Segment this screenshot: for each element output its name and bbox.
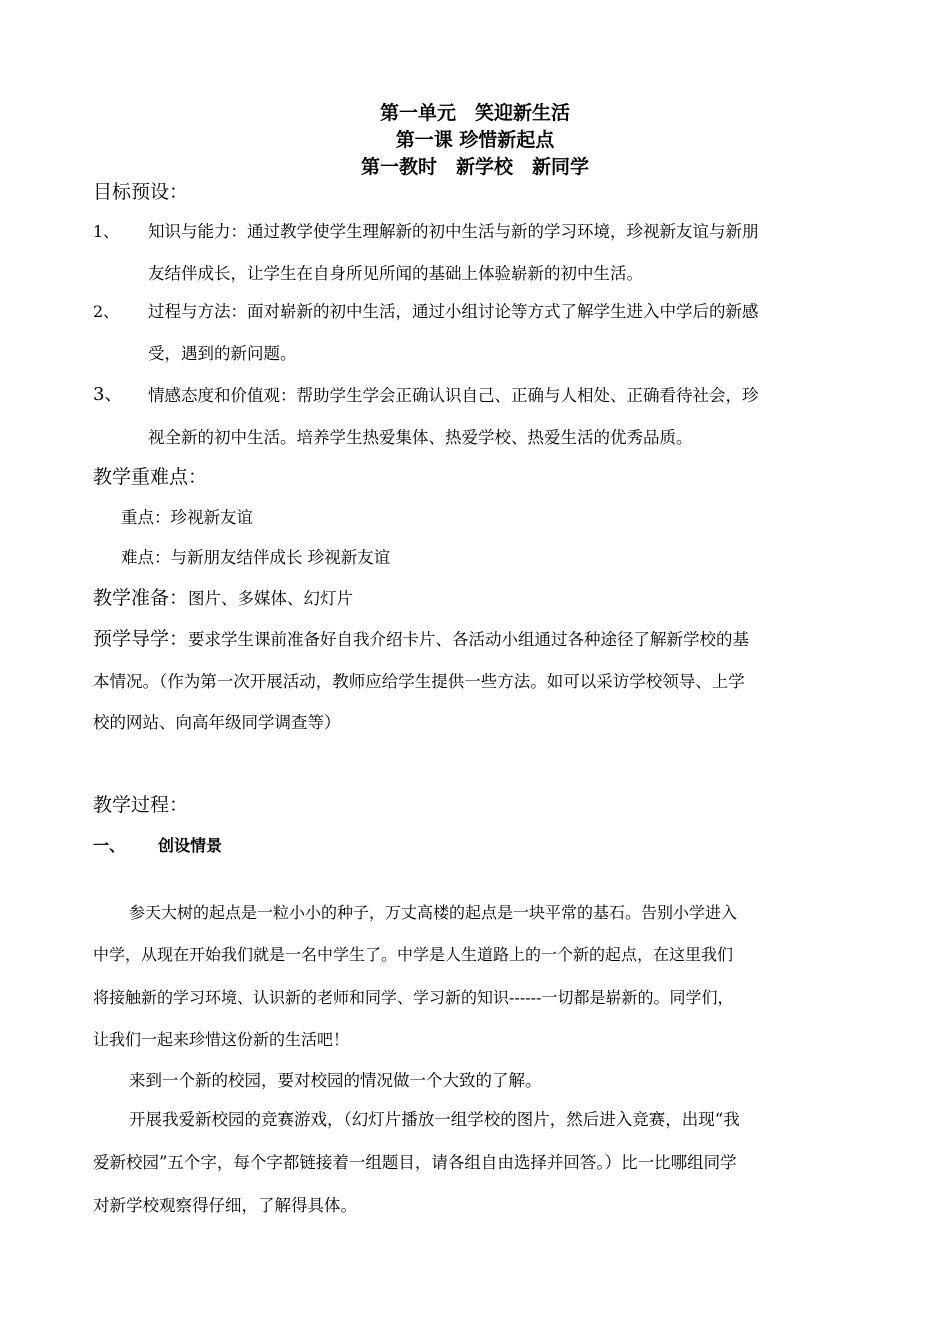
preparation-line bbox=[93, 585, 353, 611]
paragraph-line: 中学，从现在开始我们就是一名中学生了。中学是人生道路上的一个新的起点，在这里我们 bbox=[93, 945, 734, 964]
preview-label: 预学导学： bbox=[93, 628, 189, 650]
preview-text: 本情况。（作为第一次开展活动，教师应给学生提供一些方法。如可以采访学校领导、上学 bbox=[93, 672, 745, 691]
paragraph-line: 参天大树的起点是一粒小小的种子，万丈高楼的起点是一块平常的基石。告别小学进入 bbox=[129, 903, 738, 922]
objective-text: 知识与能力：通过教学使学生理解新的初中生活与新的学习环境，珍视新友谊与新朋 bbox=[148, 222, 759, 241]
paragraph-line: 来到一个新的校园，要对校园的情况做一个大致的了解。 bbox=[129, 1071, 542, 1090]
paragraph-line: 让我们一起来珍惜这份新的生活吧！ bbox=[93, 1030, 350, 1049]
hard-point: 难点：与新朋友结伴成长 珍视新友谊 bbox=[121, 548, 391, 567]
preparation-label: 教学准备： bbox=[93, 587, 189, 609]
paragraph-line: 将接触新的学习环境、认识新的老师和同学、学习新的知识------一切都是崭新的。同学们， bbox=[93, 988, 734, 1007]
preview-line bbox=[93, 626, 749, 652]
section-title: 创设情景 bbox=[158, 836, 223, 855]
section-number: 一、 bbox=[93, 836, 126, 855]
objective-text: 视全新的初中生活。培养学生热爱集体、热爱学校、热爱生活的优秀品质。 bbox=[148, 428, 693, 447]
objective-text: 情感态度和价值观：帮助学生学会正确认识自己、正确与人相处、正确看待社会，珍 bbox=[148, 386, 759, 405]
paragraph-line: 开展我爱新校园的竞赛游戏，（幻灯片播放一组学校的图片，然后进入竞赛，出现“我 bbox=[129, 1110, 740, 1129]
objective-text: 过程与方法：面对崭新的初中生活，通过小组讨论等方式了解学生进入中学后的新感 bbox=[148, 302, 759, 321]
process-heading: 教学过程： bbox=[93, 794, 189, 816]
objective-text: 受，遇到的新问题。 bbox=[148, 344, 297, 363]
preparation-content: 图片、多媒体、幻灯片 bbox=[188, 589, 354, 608]
paragraph-line: 爱新校园”五个字，每个字都链接着一组题目，请各组自由选择并回答。）比一比哪组同学 bbox=[93, 1153, 737, 1172]
unit-title: 第一单元 笑迎新生活 bbox=[379, 102, 570, 124]
objective-number: 3、 bbox=[93, 384, 123, 405]
objective-number: 2、 bbox=[93, 302, 120, 321]
objective-text: 友结伴成长，让学生在自身所见所闻的基础上体验崭新的初中生活。 bbox=[148, 264, 643, 283]
period-title: 第一教时 新学校 新同学 bbox=[360, 156, 589, 178]
objectives-heading: 目标预设： bbox=[93, 181, 189, 203]
paragraph-line: 对新学校观察得仔细，了解得具体。 bbox=[93, 1196, 357, 1215]
preview-text: 要求学生课前准备好自我介绍卡片、各活动小组通过各种途径了解新学校的基 bbox=[188, 630, 750, 649]
key-point: 重点：珍视新友谊 bbox=[121, 508, 253, 527]
difficulties-heading: 教学重难点： bbox=[93, 466, 208, 488]
lesson-title: 第一课 珍惜新起点 bbox=[395, 129, 555, 151]
preview-text: 校的网站、向高年级同学调查等） bbox=[93, 713, 341, 732]
objective-number: 1、 bbox=[93, 222, 120, 241]
